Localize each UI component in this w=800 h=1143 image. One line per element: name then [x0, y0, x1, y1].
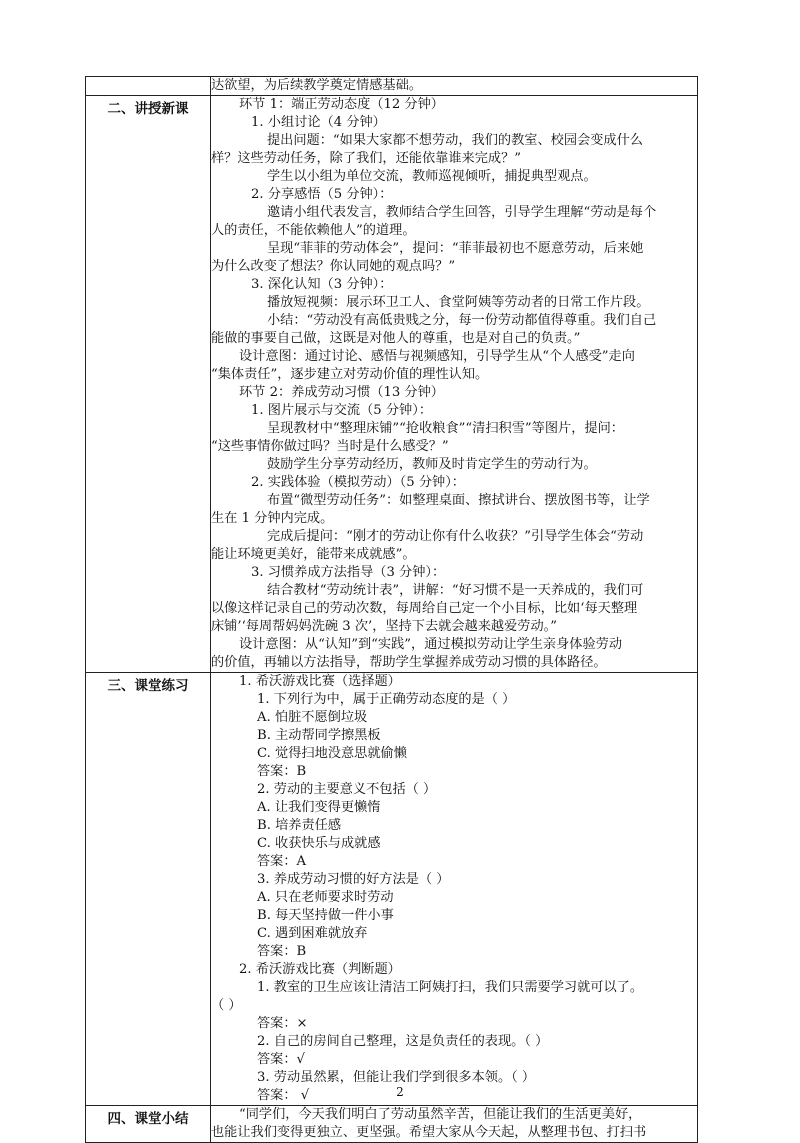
paragraph-line: “集体责任”，逐步建立对劳动价值的理性认知。	[211, 367, 489, 382]
paragraph-line: 学生以小组为单位交流，教师巡视倾听，捕捉典型观点。	[267, 169, 597, 184]
section-content-practice	[211, 673, 698, 1106]
paragraph-line: 人的责任，不能依赖他人”的道理。	[211, 223, 416, 238]
section-label-cell	[86, 1106, 211, 1143]
paragraph-line: 3. 习惯养成方法指导（3 分钟）：	[251, 565, 446, 580]
paragraph-line: 为什么改变了想法？你认同她的观点吗？”	[211, 259, 456, 274]
paragraph-line: 小结：“劳动没有高低贵贱之分，每一份劳动都值得尊重。我们自己	[267, 313, 657, 328]
paragraph-line: 生在 1 分钟内完成。	[211, 511, 334, 526]
paragraph-line: 1. 图片展示与交流（5 分钟）：	[251, 403, 433, 418]
paragraph-line: “同学们，今天我们明白了劳动虽然辛苦，但能让我们的生活更美好，	[239, 1107, 642, 1122]
paragraph-line: 设计意图：从“认知”到“实践”，通过模拟劳动让学生亲身体验劳动	[239, 637, 623, 652]
section-label-cell	[86, 96, 211, 673]
paragraph-line: 环节 2：养成劳动习惯（13 分钟）	[239, 385, 444, 400]
table-row	[86, 673, 698, 1106]
paragraph-line: 鼓励学生分享劳动经历，教师及时肯定学生的劳动行为。	[267, 457, 597, 472]
lesson-plan-table	[85, 76, 698, 1143]
paragraph-line: 2. 劳动的主要意义不包括（ ）	[257, 782, 437, 797]
paragraph-line: 2. 希沃游戏比赛（判断题）	[239, 962, 401, 977]
paragraph-line: 的价值，再辅以方法指导，帮助学生掌握养成劳动习惯的具体路径。	[211, 655, 607, 670]
paragraph-line: 床铺’‘每周帮妈妈洗碗 3 次’，坚持下去就会越来越爱劳动。”	[211, 619, 557, 634]
paragraph-line: C. 觉得扫地没意思就偷懒	[257, 746, 407, 761]
paragraph-line: C. 遇到困难就放弃	[257, 926, 368, 941]
paragraph-line: B. 每天坚持做一件小事	[257, 908, 394, 923]
section-label-cell	[86, 77, 211, 96]
paragraph-line: 设计意图：通过讨论、感悟与视频感知，引导学生从“个人感受”走向	[239, 349, 635, 364]
paragraph-line: （ ）	[211, 998, 242, 1013]
paragraph-line: 2. 实践体验（模拟劳动）（5 分钟）：	[251, 475, 465, 490]
paragraph-line: A. 只在老师要求时劳动	[257, 890, 394, 905]
paragraph-line: 能让环境更美好，能带来成就感”。	[211, 547, 416, 562]
paragraph-line: 邀请小组代表发言，教师结合学生回答，引导学生理解“劳动是每个	[267, 205, 657, 220]
paragraph-line: 1. 下列行为中，属于正确劳动态度的是（ ）	[257, 692, 516, 707]
paragraph-line: A. 让我们变得更懒惰	[257, 800, 381, 815]
paragraph-line: 答案：×	[257, 1016, 308, 1031]
paragraph-line: “这些事情你做过吗？当时是什么感受？”	[211, 439, 449, 454]
paragraph-line: 播放短视频：展示环卫工人、食堂阿姨等劳动者的日常工作片段。	[267, 295, 650, 310]
section-content-new-lesson	[211, 96, 698, 673]
paragraph-line: C. 收获快乐与成就感	[257, 836, 381, 851]
page-number: 2	[396, 1085, 404, 1099]
paragraph-line: 答案： √	[257, 1088, 310, 1103]
section-label-new-lesson: 二、讲授新课	[107, 101, 189, 117]
paragraph-line: 答案：√	[257, 1052, 305, 1067]
paragraph-line: 答案：A	[257, 854, 307, 869]
paragraph-line: 呈现“菲菲的劳动体会”，提问：“菲菲最初也不愿意劳动，后来她	[267, 241, 644, 256]
paragraph-line: 2. 自己的房间自己整理，这是负责任的表现。（ ）	[257, 1034, 549, 1049]
paragraph-line: 1. 小组讨论（4 分钟）	[251, 115, 386, 130]
paragraph-line: 完成后提问：“刚才的劳动让你有什么收获？”引导学生体会“劳动	[267, 529, 644, 544]
paragraph-line: 3. 深化认知（3 分钟）：	[251, 277, 393, 292]
paragraph-line: 1. 教室的卫生应该让清洁工阿姨打扫，我们只需要学习就可以了。	[257, 980, 644, 995]
section-content-cell	[211, 77, 698, 96]
section-content-summary	[211, 1106, 698, 1143]
paragraph-line: 呈现教材中“整理床铺”“抢收粮食”“清扫积雪”等图片，提问：	[267, 421, 624, 436]
paragraph-line: 答案：B	[257, 764, 307, 779]
table-row	[86, 1106, 698, 1143]
section-label-summary: 四、课堂小结	[107, 1111, 189, 1127]
table-row	[86, 96, 698, 673]
paragraph-line: 提出问题：“如果大家都不想劳动，我们的教室、校园会变成什么	[267, 133, 643, 148]
paragraph-line: B. 培养责任感	[257, 818, 342, 833]
paragraph-line: 2. 分享感悟（5 分钟）：	[251, 187, 393, 202]
paragraph-line: 达欲望，为后续教学奠定情感基础。	[211, 78, 422, 93]
paragraph-line: 1. 希沃游戏比赛（选择题）	[239, 674, 401, 689]
paragraph-line: 能做的事要自己做，这既是对他人的尊重，也是对自己的负责。”	[211, 331, 581, 346]
paragraph-line: B. 主动帮同学擦黑板	[257, 728, 381, 743]
paragraph-line: 环节 1：端正劳动态度（12 分钟）	[239, 97, 444, 112]
paragraph-line: 以像这样记录自己的劳动次数，每周给自己定一个小目标，比如‘每天整理	[211, 601, 638, 616]
paragraph-line: 样？这些劳动任务，除了我们，还能依靠谁来完成？”	[211, 151, 522, 166]
paragraph-line: 结合教材“劳动统计表”，讲解：“好习惯不是一天养成的，我们可	[267, 583, 644, 598]
table-row	[86, 77, 698, 96]
section-label-practice: 三、课堂练习	[107, 678, 189, 694]
paragraph-line: 3. 劳动虽然累，但能让我们学到很多本领。（ ）	[257, 1070, 536, 1085]
section-label-cell	[86, 673, 211, 1106]
paragraph-line: A. 怕脏不愿倒垃圾	[257, 710, 368, 725]
paragraph-line: 布置“微型劳动任务”：如整理桌面、擦拭讲台、摆放图书等，让学	[267, 493, 650, 508]
paragraph-line: 3. 养成劳动习惯的好方法是（ ）	[257, 872, 450, 887]
paragraph-line: 也能让我们变得更独立、更坚强。希望大家从今天起，从整理书包、打扫书	[211, 1125, 647, 1140]
paragraph-line: 答案：B	[257, 944, 307, 959]
